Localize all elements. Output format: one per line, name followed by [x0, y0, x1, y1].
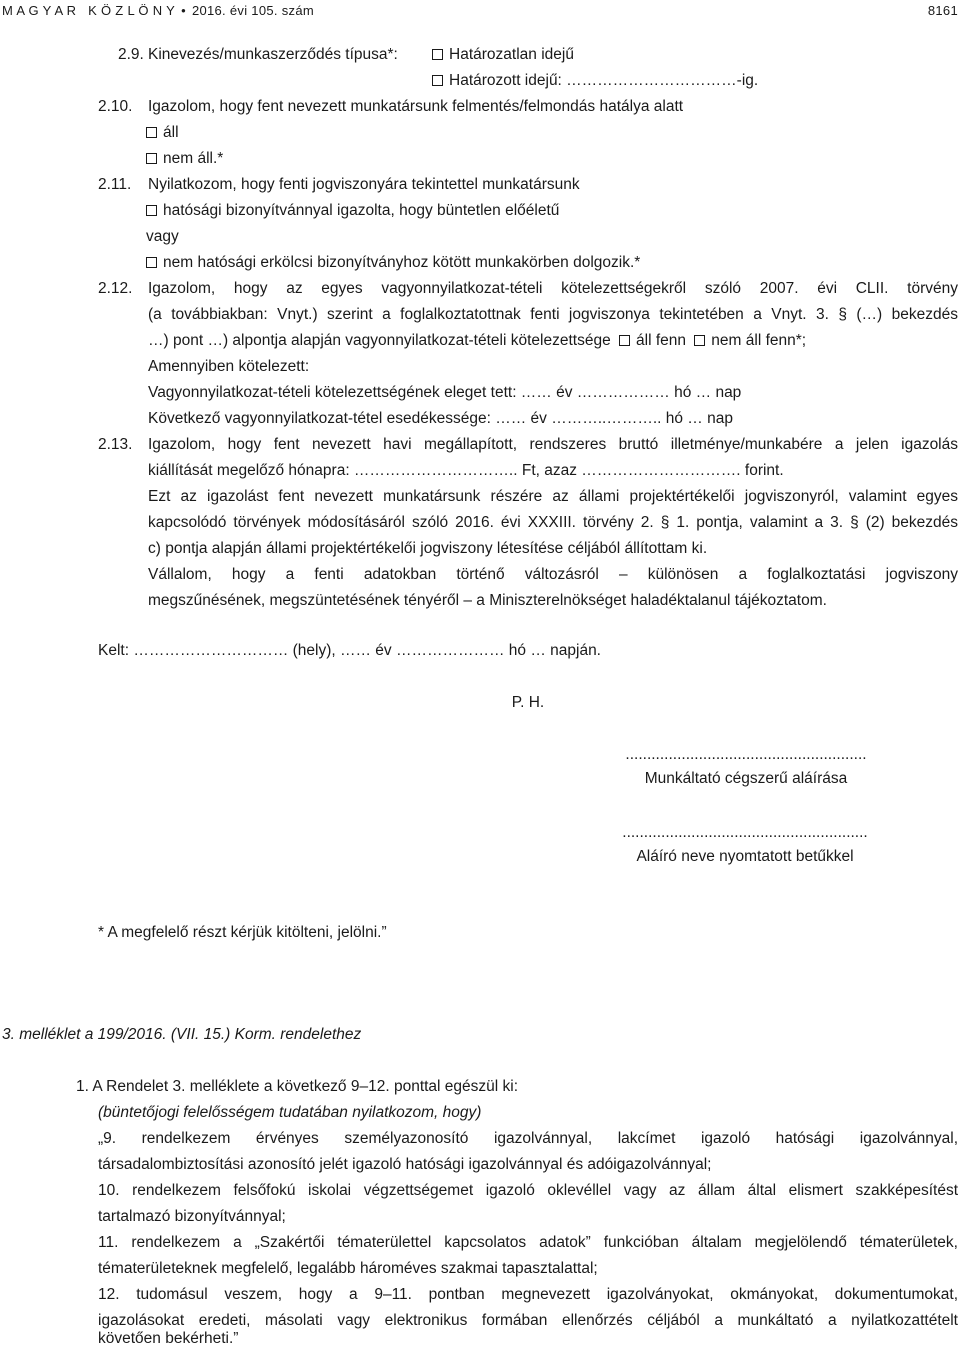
- checkbox-icon[interactable]: [146, 127, 157, 138]
- s212-line-6: Következő vagyonnyilatkozat-tétel esedékessége: …… év ………..……….. hó … nap: [148, 410, 733, 427]
- annex-p11-line-1: 11. rendelkezem a „Szakértői tématerülettel kapcsolatos adatok” funkcióban általam megjelölendő tématerületek,: [98, 1234, 958, 1251]
- s213-line-7: megszűnésének, megszüntetésének tényéről – a Miniszterelnökséget haladéktalanul tájékoztatom.: [148, 592, 827, 609]
- annex-p12-line-2: igazolásokat eredeti, másolati vagy elektronikus formában ellenőrzés céljából a munkáltató a nyilatkozattételt: [98, 1312, 958, 1329]
- s210-num: 2.10.: [98, 98, 133, 115]
- signature-1-dots: ........................................................: [625, 746, 867, 763]
- s213-line-4: kapcsolódó törvények módosításáról szóló 2016. évi XXXIII. törvény 2. § 1. pontja, valamint a 3. § (2) bekezdés: [148, 514, 958, 531]
- checkbox-icon[interactable]: [432, 75, 443, 86]
- s211-option-1-label: hatósági bizonyítvánnyal igazolta, hogy büntetlen előéletű: [163, 202, 560, 219]
- page-number: 8161: [927, 3, 958, 18]
- s213-line-1: Igazolom, hogy fent nevezett havi megállapított, rendszeres bruttó illetménye/munkabére a jelen igazolás: [148, 436, 958, 453]
- s29-option-2[interactable]: [432, 68, 758, 94]
- s211-option-1[interactable]: [146, 198, 559, 224]
- s210-option-1[interactable]: [146, 120, 179, 146]
- s29-option-1-label: Határozatlan idejű: [449, 46, 574, 63]
- s210-option-2-label: nem áll.*: [163, 150, 224, 167]
- signature-1-label: Munkáltató cégszerű aláírása: [644, 770, 848, 787]
- date-place-line: Kelt: ………………………… (hely), …… év ………………… hó … napján.: [98, 642, 601, 659]
- s29-label: Kinevezés/munkaszerződés típusa*:: [148, 46, 398, 63]
- issue-label: 2016. évi 105. szám: [191, 3, 314, 18]
- checkbox-icon[interactable]: [694, 335, 705, 346]
- s213-num: 2.13.: [98, 436, 133, 453]
- s212-line-4: Amennyiben kötelezett:: [148, 358, 310, 375]
- s213-line-3: Ezt az igazolást fent nevezett munkatársunk részére az állami projektértékelői jogviszonyról, valamint egyes: [148, 488, 958, 505]
- s210-option-2[interactable]: [146, 146, 223, 172]
- s212-opt-applies: áll fenn: [636, 332, 686, 349]
- annex-title: 3. melléklet a 199/2016. (VII. 15.) Korm. rendelethez: [2, 1026, 362, 1043]
- s211-num: 2.11.: [98, 176, 132, 193]
- s212-line-3: [148, 328, 806, 354]
- s212-opt-not-applies: nem áll fenn*;: [711, 332, 807, 349]
- annex-p11-line-2: tématerületeknek megfelelő, legalább hároméves szakmai tapasztalattal;: [98, 1260, 598, 1277]
- annex-p9-line-1: „9. rendelkezem érvényes személyazonosító igazolvánnyal, lakcímet igazoló hatósági igazolvánnyal,: [98, 1130, 958, 1147]
- stamp-placeholder: P. H.: [511, 694, 545, 711]
- s29-num: 2.9.: [118, 46, 144, 63]
- s213-line-5: c) pontja alapján állami projektértékelői jogviszony létesítése céljából állítottam ki.: [148, 540, 708, 557]
- s211-text: Nyilatkozom, hogy fenti jogviszonyára tekintettel munkatársunk: [148, 176, 580, 193]
- signature-2-dots: .........................................................: [622, 824, 868, 841]
- annex-p10-line-1: 10. rendelkezem felsőfokú iskolai végzettségemet igazoló oklevéllel vagy az állam által elismert szakképesítést: [98, 1182, 958, 1199]
- s212-num: 2.12.: [98, 280, 133, 297]
- annex-p10-line-2: tartalmazó bizonyítvánnyal;: [98, 1208, 286, 1225]
- journal-name: M A G Y A R K Ö Z L Ö N Y: [2, 3, 176, 18]
- s211-option-2[interactable]: [146, 250, 640, 276]
- checkbox-icon[interactable]: [146, 257, 157, 268]
- s210-text: Igazolom, hogy fent nevezett munkatársunk felmentés/felmondás hatálya alatt: [148, 98, 684, 115]
- header-left: [2, 0, 314, 22]
- annex-item-1: 1. A Rendelet 3. melléklete a következő 9–12. ponttal egészül ki:: [76, 1078, 519, 1095]
- s212-line-1: Igazolom, hogy az egyes vagyonnyilatkozat-tételi kötelezettségekről szóló 2007. évi CLII. törvény: [148, 280, 958, 297]
- s212-line-5: Vagyonnyilatkozat-tételi kötelezettségének eleget tett: …… év ……………… hó … nap: [148, 384, 742, 401]
- annex-p12-line-1: 12. tudomásul veszem, hogy a 9–11. pontban megnevezett igazolványokat, okmányokat, dokumentumokat,: [98, 1286, 958, 1303]
- annex-p9-line-2: társadalombiztosítási azonosító jelét igazoló hatósági igazolvánnyal és adóigazolvánnyal;: [98, 1156, 712, 1173]
- signature-2-label: Aláíró neve nyomtatott betűkkel: [636, 848, 854, 865]
- annex-italic-intro: (büntetőjogi felelősségem tudatában nyilatkozom, hogy): [98, 1104, 482, 1121]
- checkbox-icon[interactable]: [146, 205, 157, 216]
- s210-option-1-label: áll: [163, 124, 179, 141]
- page-header: [0, 0, 960, 22]
- s29-option-1[interactable]: [432, 42, 574, 68]
- annex-p12-line-3: követően bekérheti.”: [98, 1330, 239, 1347]
- s211-option-2-label: nem hatósági erkölcsi bizonyítványhoz kötött munkakörben dolgozik.*: [163, 254, 641, 271]
- s213-line-2: kiállítását megelőző hónapra: ………………………….. Ft, azaz …………………………. forint.: [148, 462, 784, 479]
- s29-option-2-label: Határozott idejű: ……………………………-ig.: [449, 72, 759, 89]
- s213-line-6: Vállalom, hogy a fenti adatokban történő változásról – különösen a foglalkoztatási jogviszony: [148, 566, 958, 583]
- checkbox-icon[interactable]: [146, 153, 157, 164]
- header-dot: •: [181, 3, 186, 18]
- checkbox-icon[interactable]: [619, 335, 630, 346]
- s212-line-2: (a továbbiakban: Vnyt.) szerint a foglalkoztatottnak fenti jogviszonya tekintetében a Vnyt. 3. § (…) bekezdés: [148, 306, 958, 323]
- checkbox-icon[interactable]: [432, 49, 443, 60]
- footnote: * A megfelelő részt kérjük kitölteni, jelölni.”: [98, 924, 387, 941]
- s212-line-3-text: …) pont …) alpontja alapján vagyonnyilatkozat-tételi kötelezettsége: [148, 332, 611, 349]
- s211-or: vagy: [146, 228, 179, 245]
